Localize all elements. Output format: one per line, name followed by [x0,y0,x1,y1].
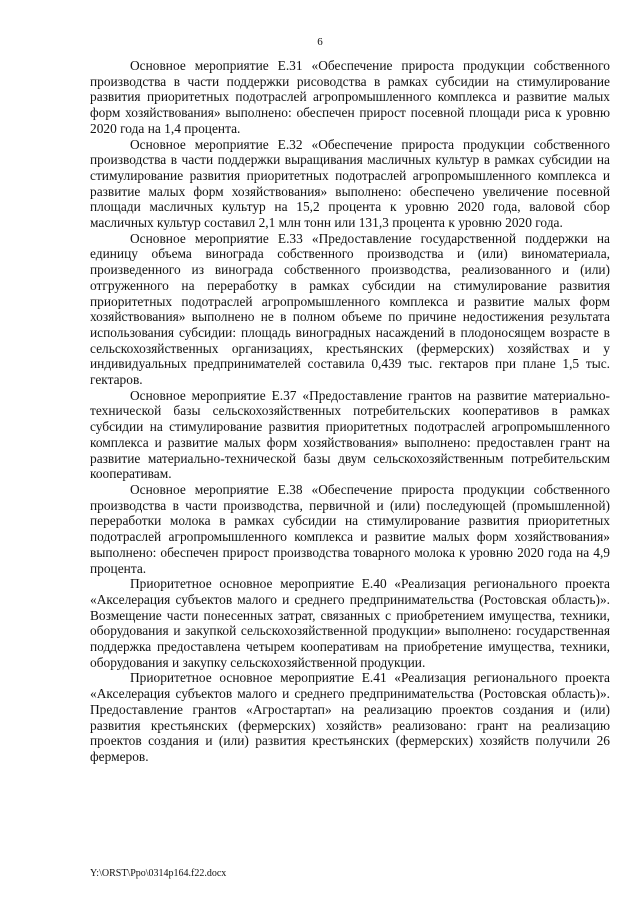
paragraph-e38: Основное мероприятие Е.38 «Обеспечение прироста продукции собственного производства в части производства, первичной и (или) последующей (промышленной) переработки молока в рамках субсидии на стимулирование развития приоритетных подотраслей агропромышленного комплекса и развитие малых форм хозяйствования» выполнено: обеспечен прирост производства товарного молока к уровню 2020 года на 4,9 процента. [90,481,610,576]
paragraph-e37: Основное мероприятие Е.37 «Предоставление грантов на развитие материально-технической базы сельскохозяйственных потребительских кооперативов в рамках субсидии на стимулирование развития приоритетных подотраслей агропромышленного комплекса и развитие малых форм хозяйствования» выполнено: предоставлен грант на развитие материально-технической базы двум сельскохозяйственным потребительским кооперативам. [90,387,610,482]
paragraph-e31: Основное мероприятие Е.31 «Обеспечение прироста продукции собственного производства в части поддержки рисоводства в рамках субсидии на стимулирование развития приоритетных подотраслей агропромышленного комплекса и развитие малых форм хозяйствования» выполнено: обеспечен прирост посевной площади риса к уровню 2020 года на 1,4 процента. [90,58,610,136]
paragraph-e33: Основное мероприятие Е.33 «Предоставление государственной поддержки на единицу объема винограда собственного производства и (или) виноматериала, произведенного из винограда собственного производства, реализованного и (или) отгруженного на переработку в рамках субсидии на стимулирование развития приоритетных подотраслей агропромышленного комплекса и развитие малых форм хозяйствования» выполнено не в полном объеме по причине недостижения результата использования субсидии: площадь виноградных насаждений в плодоносящем возрасте в сельскохозяйственных организациях, крестьянских (фермерских) хозяйствах и у индивидуальных предпринимателей составила 0,439 тыс. гектаров при плане 1,5 тыс. гектаров. [90,230,610,388]
paragraph-e40: Приоритетное основное мероприятие Е.40 «Реализация регионального проекта «Акселерация субъектов малого и среднего предпринимательства (Ростовская область)». Возмещение части понесенных затрат, связанных с приобретением имущества, техники, оборудования и закупкой сельскохозяйственной продукции» выполнено: государственная поддержка предоставлена четырем кооперативам на приобретение имущества, техники, оборудования и закупку сельскохозяйственной продукции. [90,576,610,670]
paragraph-e41: Приоритетное основное мероприятие Е.41 «Реализация регионального проекта «Акселерация субъектов малого и среднего предпринимательства (Ростовская область)». Предоставление грантов «Агростартап» на реализацию проектов создания и (или) развития крестьянских (фермерских) хозяйств» реализовано: грант на реализацию проектов создания и (или) развития крестьянских (фермерских) хозяйств получили 26 фермеров. [90,670,610,764]
page-number: 6 [317,36,323,48]
footer-file-path: Y:\ORST\Ppo\0314p164.f22.docx [90,868,227,879]
paragraph-e32: Основное мероприятие Е.32 «Обеспечение прироста продукции собственного производства в части поддержки выращивания масличных культур в рамках субсидии на стимулирование развития приоритетных подотраслей агропромышленного комплекса и развитие малых форм хозяйствования» выполнено: обеспечено увеличение посевной площади масличных культур на 15,2 процента к уровню 2020 года, валовой сбор масличных культур составил 2,1 млн тонн или 131,3 процента к уровню 2020 года. [90,136,610,231]
document-body [90,58,610,765]
